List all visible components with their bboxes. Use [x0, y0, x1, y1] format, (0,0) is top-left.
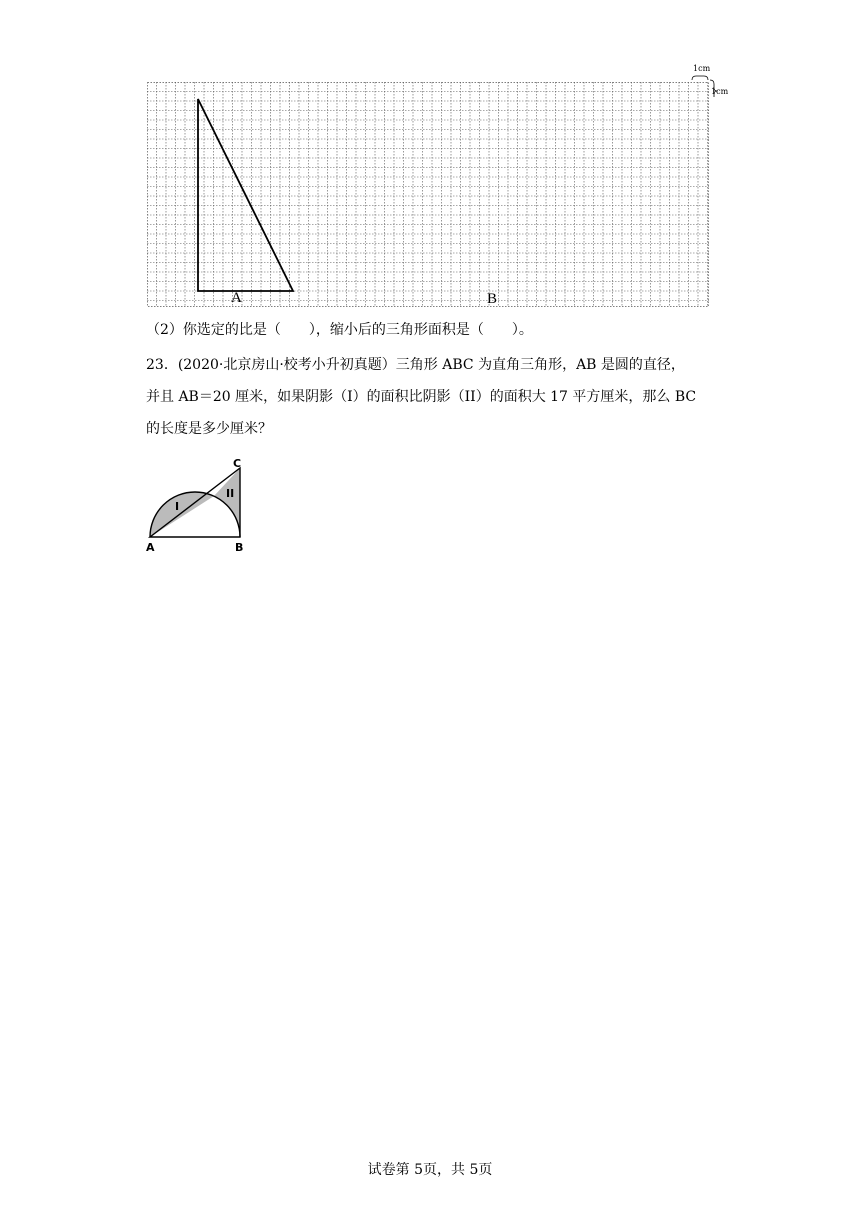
fig-label-b: B — [235, 541, 244, 554]
scale-indicator — [690, 64, 740, 104]
grid-figure — [147, 82, 709, 307]
fig-label-ii: II — [226, 487, 235, 500]
scale-label-top: 1cm — [693, 64, 711, 73]
fig-label-c: C — [233, 457, 242, 470]
fig-label-i: I — [175, 500, 180, 513]
page-footer: 试卷第 5页，共 5页 — [367, 1162, 493, 1178]
question-23-line1: 23．(2020·北京房山·校考小升初真题）三角形 ABC 为直角三角形，AB 是圆的直径， — [146, 357, 685, 373]
question-22-part2: （2）你选定的比是（ ），缩小后的三角形面积是（ ）。 — [146, 322, 533, 338]
grid-lines — [147, 82, 709, 307]
question-23-line3: 的长度是多少厘米？ — [146, 421, 272, 437]
scale-label-side: 1cm — [711, 87, 729, 96]
grid-label-a: A — [231, 290, 242, 306]
grid-label-b: B — [487, 291, 498, 307]
grid-border — [148, 83, 709, 307]
question-23-line2: 并且 AB＝20 厘米，如果阴影（I）的面积比阴影（II）的面积大 17 平方厘米，那么 BC — [146, 389, 697, 405]
right-triangle — [198, 99, 293, 291]
semicircle-figure — [145, 455, 255, 555]
fig-label-a: A — [146, 541, 155, 554]
